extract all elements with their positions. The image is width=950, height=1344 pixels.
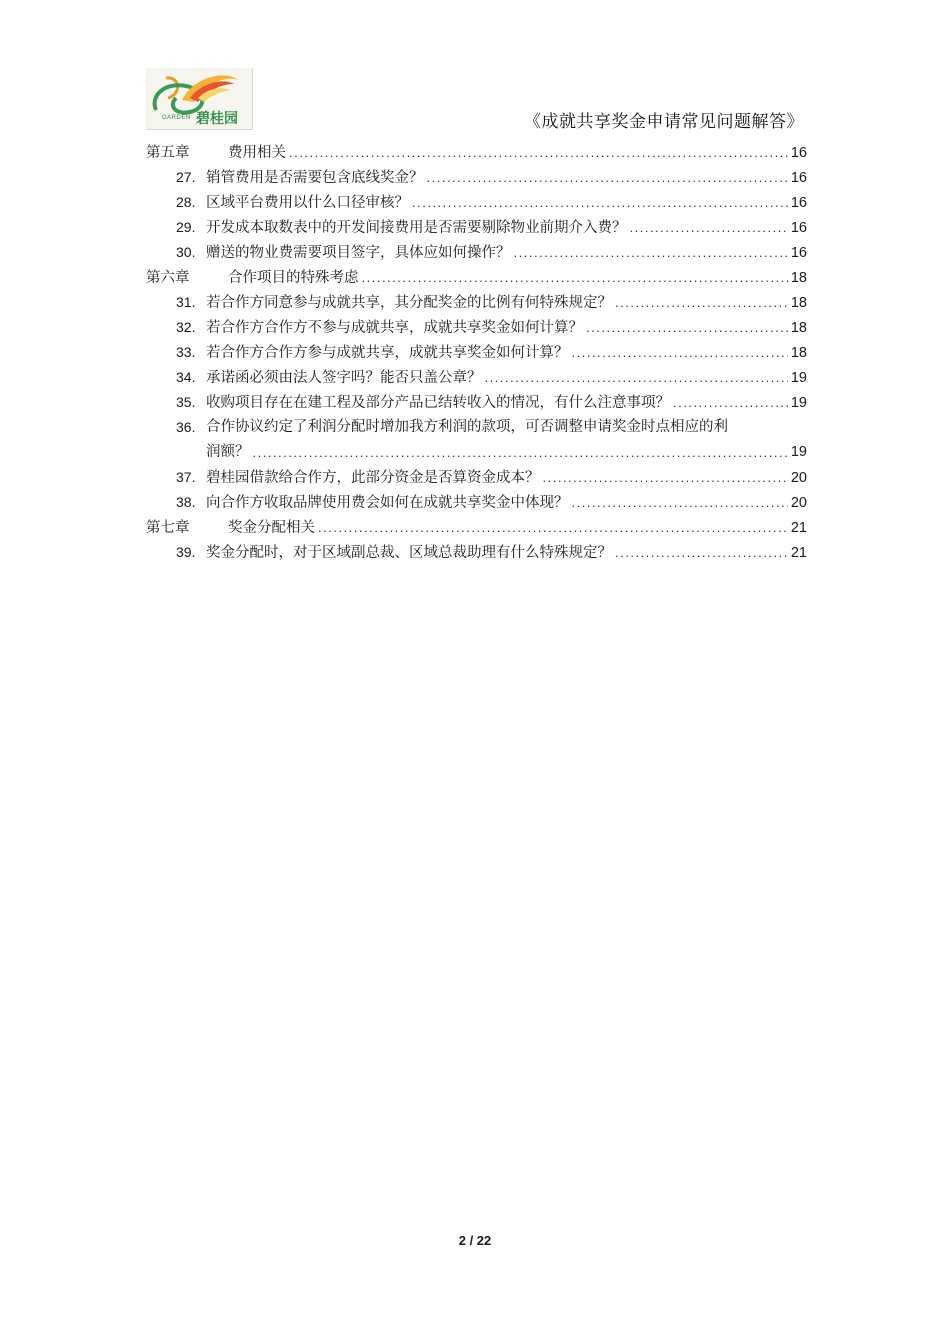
toc-chapter-5[interactable] — [146, 140, 807, 165]
page-number: 20 — [790, 495, 807, 511]
item-number: 32. — [176, 319, 196, 335]
chapter-label: 第五章 — [146, 145, 190, 161]
page-number: 18 — [790, 270, 807, 286]
page-number: 21 — [790, 545, 807, 561]
document-title: 《成就共享奖金申请常见问题解答》 — [524, 112, 804, 132]
page-number: 16 — [790, 170, 807, 186]
toc-item-33[interactable] — [146, 340, 807, 365]
dot-leader — [572, 340, 788, 365]
dot-leader — [318, 515, 788, 540]
item-title: 赠送的物业费需要项目签字，具体应如何操作？ — [206, 245, 511, 261]
page-number: 19 — [790, 370, 807, 386]
chapter-title: 费用相关 — [228, 145, 286, 161]
dot-leader — [615, 540, 788, 565]
toc-item-30[interactable] — [146, 240, 807, 265]
dot-leader — [514, 240, 788, 265]
toc-item-34[interactable] — [146, 365, 807, 390]
page-number: 19 — [790, 444, 807, 460]
chapter-title: 奖金分配相关 — [228, 520, 315, 536]
item-title: 向合作方收取品牌使用费会如何在成就共享奖金中体现？ — [206, 495, 569, 511]
item-number: 38. — [176, 494, 196, 510]
item-number: 30. — [176, 244, 196, 260]
item-title-line1: 合作协议约定了利润分配时增加我方利润的款项，可否调整申请奖金时点相应的利 — [206, 419, 728, 435]
item-title: 收购项目存在在建工程及部分产品已结转收入的情况，有什么注意事项？ — [206, 395, 670, 411]
dot-leader — [673, 390, 788, 415]
chapter-label: 第六章 — [146, 270, 190, 286]
page-number: 16 — [790, 195, 807, 211]
toc-item-28[interactable] — [146, 190, 807, 215]
item-number: 39. — [176, 544, 196, 560]
dot-leader — [253, 440, 788, 465]
item-number: 28. — [176, 194, 196, 210]
page-number: 20 — [790, 470, 807, 486]
item-title: 奖金分配时，对于区域副总裁、区域总裁助理有什么特殊规定？ — [206, 545, 612, 561]
toc-chapter-6[interactable] — [146, 265, 807, 290]
dot-leader — [289, 140, 788, 165]
item-number: 36. — [176, 419, 196, 435]
toc-item-38[interactable] — [146, 490, 807, 515]
item-title: 开发成本取数表中的开发间接费用是否需要剔除物业前期介入费？ — [206, 220, 627, 236]
page-footer-indicator: 2 / 22 — [458, 1233, 492, 1248]
item-number: 27. — [176, 169, 196, 185]
item-title: 承诺函必须由法人签字吗？能否只盖公章？ — [206, 370, 482, 386]
item-number: 29. — [176, 219, 196, 235]
toc-item-35[interactable] — [146, 390, 807, 415]
item-number: 35. — [176, 394, 196, 410]
item-title: 若合作方同意参与成就共享，其分配奖金的比例有何特殊规定？ — [206, 295, 612, 311]
page-number: 16 — [790, 145, 807, 161]
page-number: 21 — [790, 520, 807, 536]
page-number: 18 — [790, 320, 807, 336]
logo-subtext: GARDEN — [162, 115, 191, 121]
page-number: 16 — [790, 220, 807, 236]
item-number: 34. — [176, 369, 196, 385]
item-number: 37. — [176, 469, 196, 485]
dot-leader — [427, 165, 788, 190]
page-number: 19 — [790, 395, 807, 411]
dot-leader — [412, 190, 788, 215]
toc-item-31[interactable] — [146, 290, 807, 315]
table-of-contents — [146, 140, 807, 565]
chapter-title: 合作项目的特殊考虑 — [228, 270, 359, 286]
toc-item-37[interactable] — [146, 465, 807, 490]
toc-item-29[interactable] — [146, 215, 807, 240]
toc-item-39[interactable] — [146, 540, 807, 565]
dot-leader — [615, 290, 788, 315]
toc-item-27[interactable] — [146, 165, 807, 190]
dot-leader — [630, 215, 788, 240]
item-title: 区域平台费用以什么口径审核？ — [206, 195, 409, 211]
item-number: 33. — [176, 344, 196, 360]
page-number: 18 — [790, 345, 807, 361]
toc-item-36[interactable] — [146, 415, 807, 465]
dot-leader — [572, 490, 788, 515]
dot-leader — [543, 465, 788, 490]
logo-brand-text: 碧桂园 — [196, 111, 238, 127]
item-title: 若合作方合作方参与成就共享，成就共享奖金如何计算？ — [206, 345, 569, 361]
dot-leader — [485, 365, 788, 390]
page-number: 18 — [790, 295, 807, 311]
item-title: 若合作方合作方不参与成就共享，成就共享奖金如何计算？ — [206, 320, 583, 336]
toc-chapter-7[interactable] — [146, 515, 807, 540]
item-title: 碧桂园借款给合作方，此部分资金是否算资金成本？ — [206, 470, 540, 486]
dot-leader — [586, 315, 788, 340]
item-title-line2: 润额？ — [206, 444, 250, 460]
chapter-label: 第七章 — [146, 520, 190, 536]
company-logo — [146, 68, 253, 130]
item-title: 销管费用是否需要包含底线奖金？ — [206, 170, 424, 186]
dot-leader — [362, 265, 788, 290]
item-number: 31. — [176, 294, 196, 310]
toc-item-32[interactable] — [146, 315, 807, 340]
page-number: 16 — [790, 245, 807, 261]
